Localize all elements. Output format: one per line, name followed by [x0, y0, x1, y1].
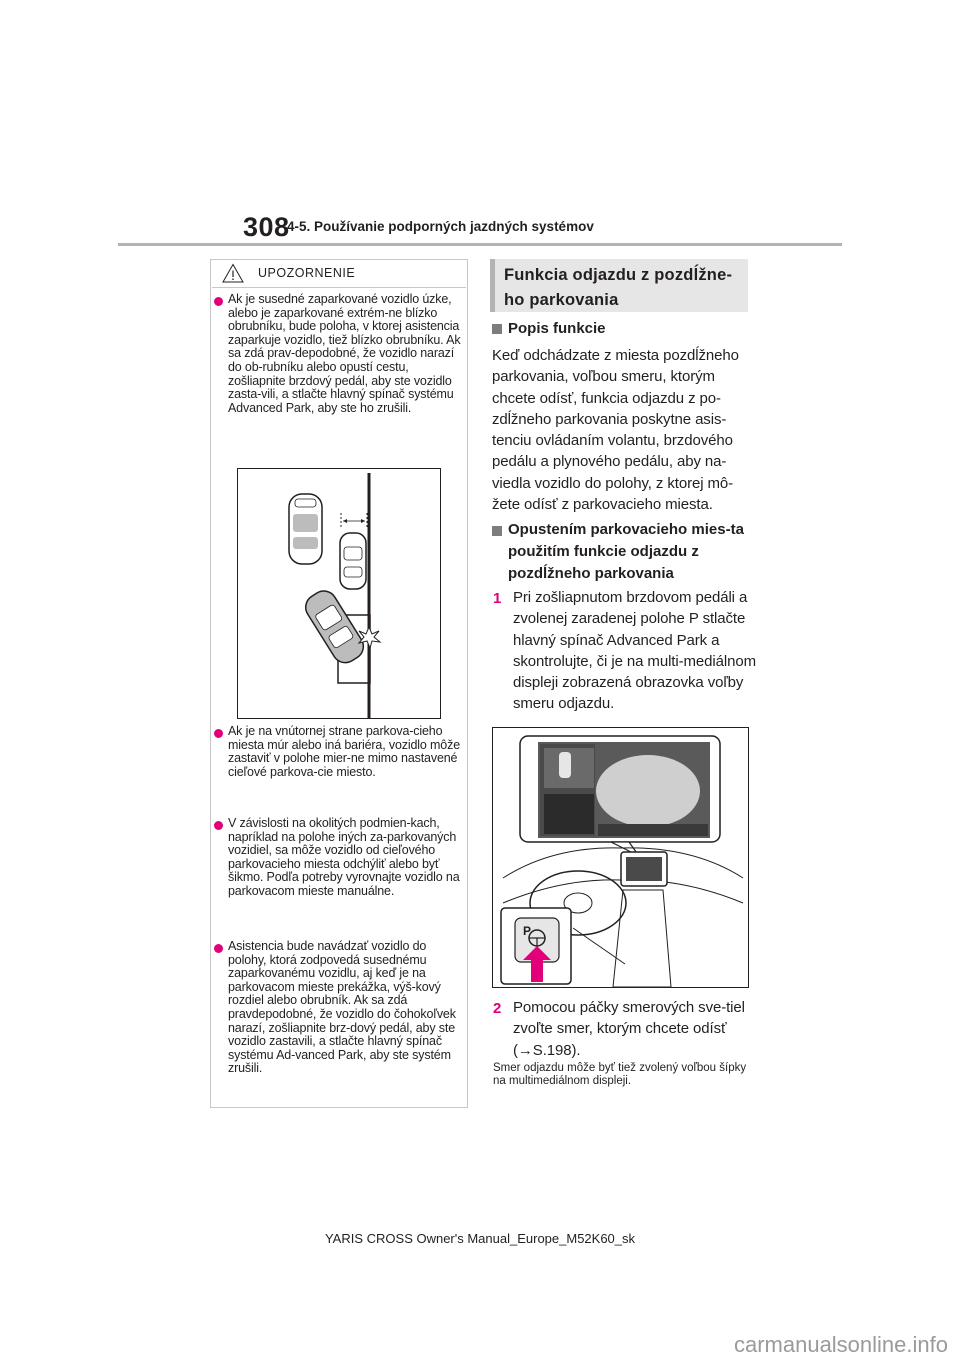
section-heading-accent	[490, 259, 495, 312]
bullet-dot-icon	[214, 729, 223, 738]
warning-bullet-2: Ak je na vnútornej strane parkova-cieho miesta múr alebo iná bariéra, vozidlo môže zastaviť v polohe mier-ne mimo nastavené cieľové parkova-cie miesto.	[228, 724, 461, 779]
maneuvering-car-icon	[301, 586, 368, 667]
step-1-number: 1	[493, 590, 502, 607]
footer-text: YARIS CROSS Owner's Manual_Europe_M52K60_sk	[324, 1231, 636, 1246]
warning-bullet-4: Asistencia bude navádzať vozidlo do polohy, ktorá zodpovedá susednému zaparkovanému vozidlu, aj keď je na parkovacom mieste prekážka, výš-kový rozdiel alebo obrubník. Ak sa zdá pravdepodobné, že vozidlo do čohokoľvek narazí, zošliapnite brz-dový pedál, aby ste vozidlo zastavili, a stlačte hlavný spínač systému Ad-vanced Park, aby ste systém zrušili.	[228, 939, 456, 1076]
section-heading: Funkcia odjazdu z pozdĺžne-ho parkovania	[504, 266, 733, 309]
switch-p-label: P	[523, 924, 532, 938]
warning-bullet-3: V závislosti na okolitých podmien-kach, napríklad na polohe iných za-parkovaných vozidiel, sa môže vozidlo od cieľového parkovacieho miesta odchýliť alebo byť šikmo. Podľa potreby vyrovnajte vozidlo na parkovacom mieste manuálne.	[228, 816, 460, 898]
parked-car-icon	[289, 494, 322, 564]
warning-title: UPOZORNENIE	[258, 266, 356, 280]
warning-triangle-icon	[222, 263, 244, 283]
description-paragraph: Keď odchádzate z miesta pozdĺžneho parkovania, voľbou smeru, ktorým chcete odísť, funkcia odjazdu z po-zdĺžneho parkovania poskytne asis-tenciu ovládaním volantu, brzdového pedálu a plynového pedálu, aby na-viedla vozidlo do polohy, z ktorej mô-žete odísť z parkovacieho miesta.	[492, 347, 739, 514]
square-bullet-icon	[492, 324, 502, 334]
parking-illustration	[237, 468, 441, 719]
section-title: 4-5. Používanie podporných jazdných systémov	[287, 219, 594, 234]
bullet-dot-icon	[214, 944, 223, 953]
page-number: 308	[243, 212, 290, 242]
header-divider	[118, 243, 842, 246]
subheading-procedure: Opustením parkovacieho mies-ta použitím funkcie odjazdu z pozdĺžneho parkovania	[508, 521, 744, 582]
watermark: carmanualsonline.info	[733, 1332, 948, 1357]
step-2-number: 2	[493, 1000, 502, 1017]
warning-bullet-1: Ak je susedné zaparkované vozidlo úzke, alebo je zaparkované extrém-ne blízko obrubníku, bude poloha, v ktorej asistencia zaparkuje vozidlo, tiež blízko obrubníku. Ak sa zdá prav-depodobné, že vozidlo narazí do ob-rubníku alebo opustí cestu, zošliapnite brzdový pedál, aby ste vozidlo zasta-vili, a stlačte hlavný spínač systému Advanced Park, aby ste ho zrušili.	[228, 292, 461, 415]
subheading-description: Popis funkcie	[508, 320, 606, 337]
car-top-view-icon	[559, 752, 571, 778]
step-1-text: Pri zošliapnutom brzdovom pedáli a zvolenej zaradenej polohe P stlačte hlavný spínač Advanced Park a skontrolujte, či je na multi-mediálnom displeji zobrazená obrazovka voľby smeru odjazdu.	[513, 589, 756, 713]
square-bullet-icon	[492, 526, 502, 536]
note-text: Smer odjazdu môže byť tiež zvolený voľbou šípky na multimediálnom displeji.	[493, 1062, 747, 1087]
step-2-text: Pomocou páčky smerových sve-tiel zvoľte smer, ktorým chcete odísť (→S.198).	[513, 999, 745, 1059]
bullet-dot-icon	[214, 297, 223, 306]
bullet-dot-icon	[214, 821, 223, 830]
front-car-icon	[340, 533, 366, 589]
dashboard-illustration	[492, 727, 749, 988]
warning-title-divider	[212, 287, 466, 288]
